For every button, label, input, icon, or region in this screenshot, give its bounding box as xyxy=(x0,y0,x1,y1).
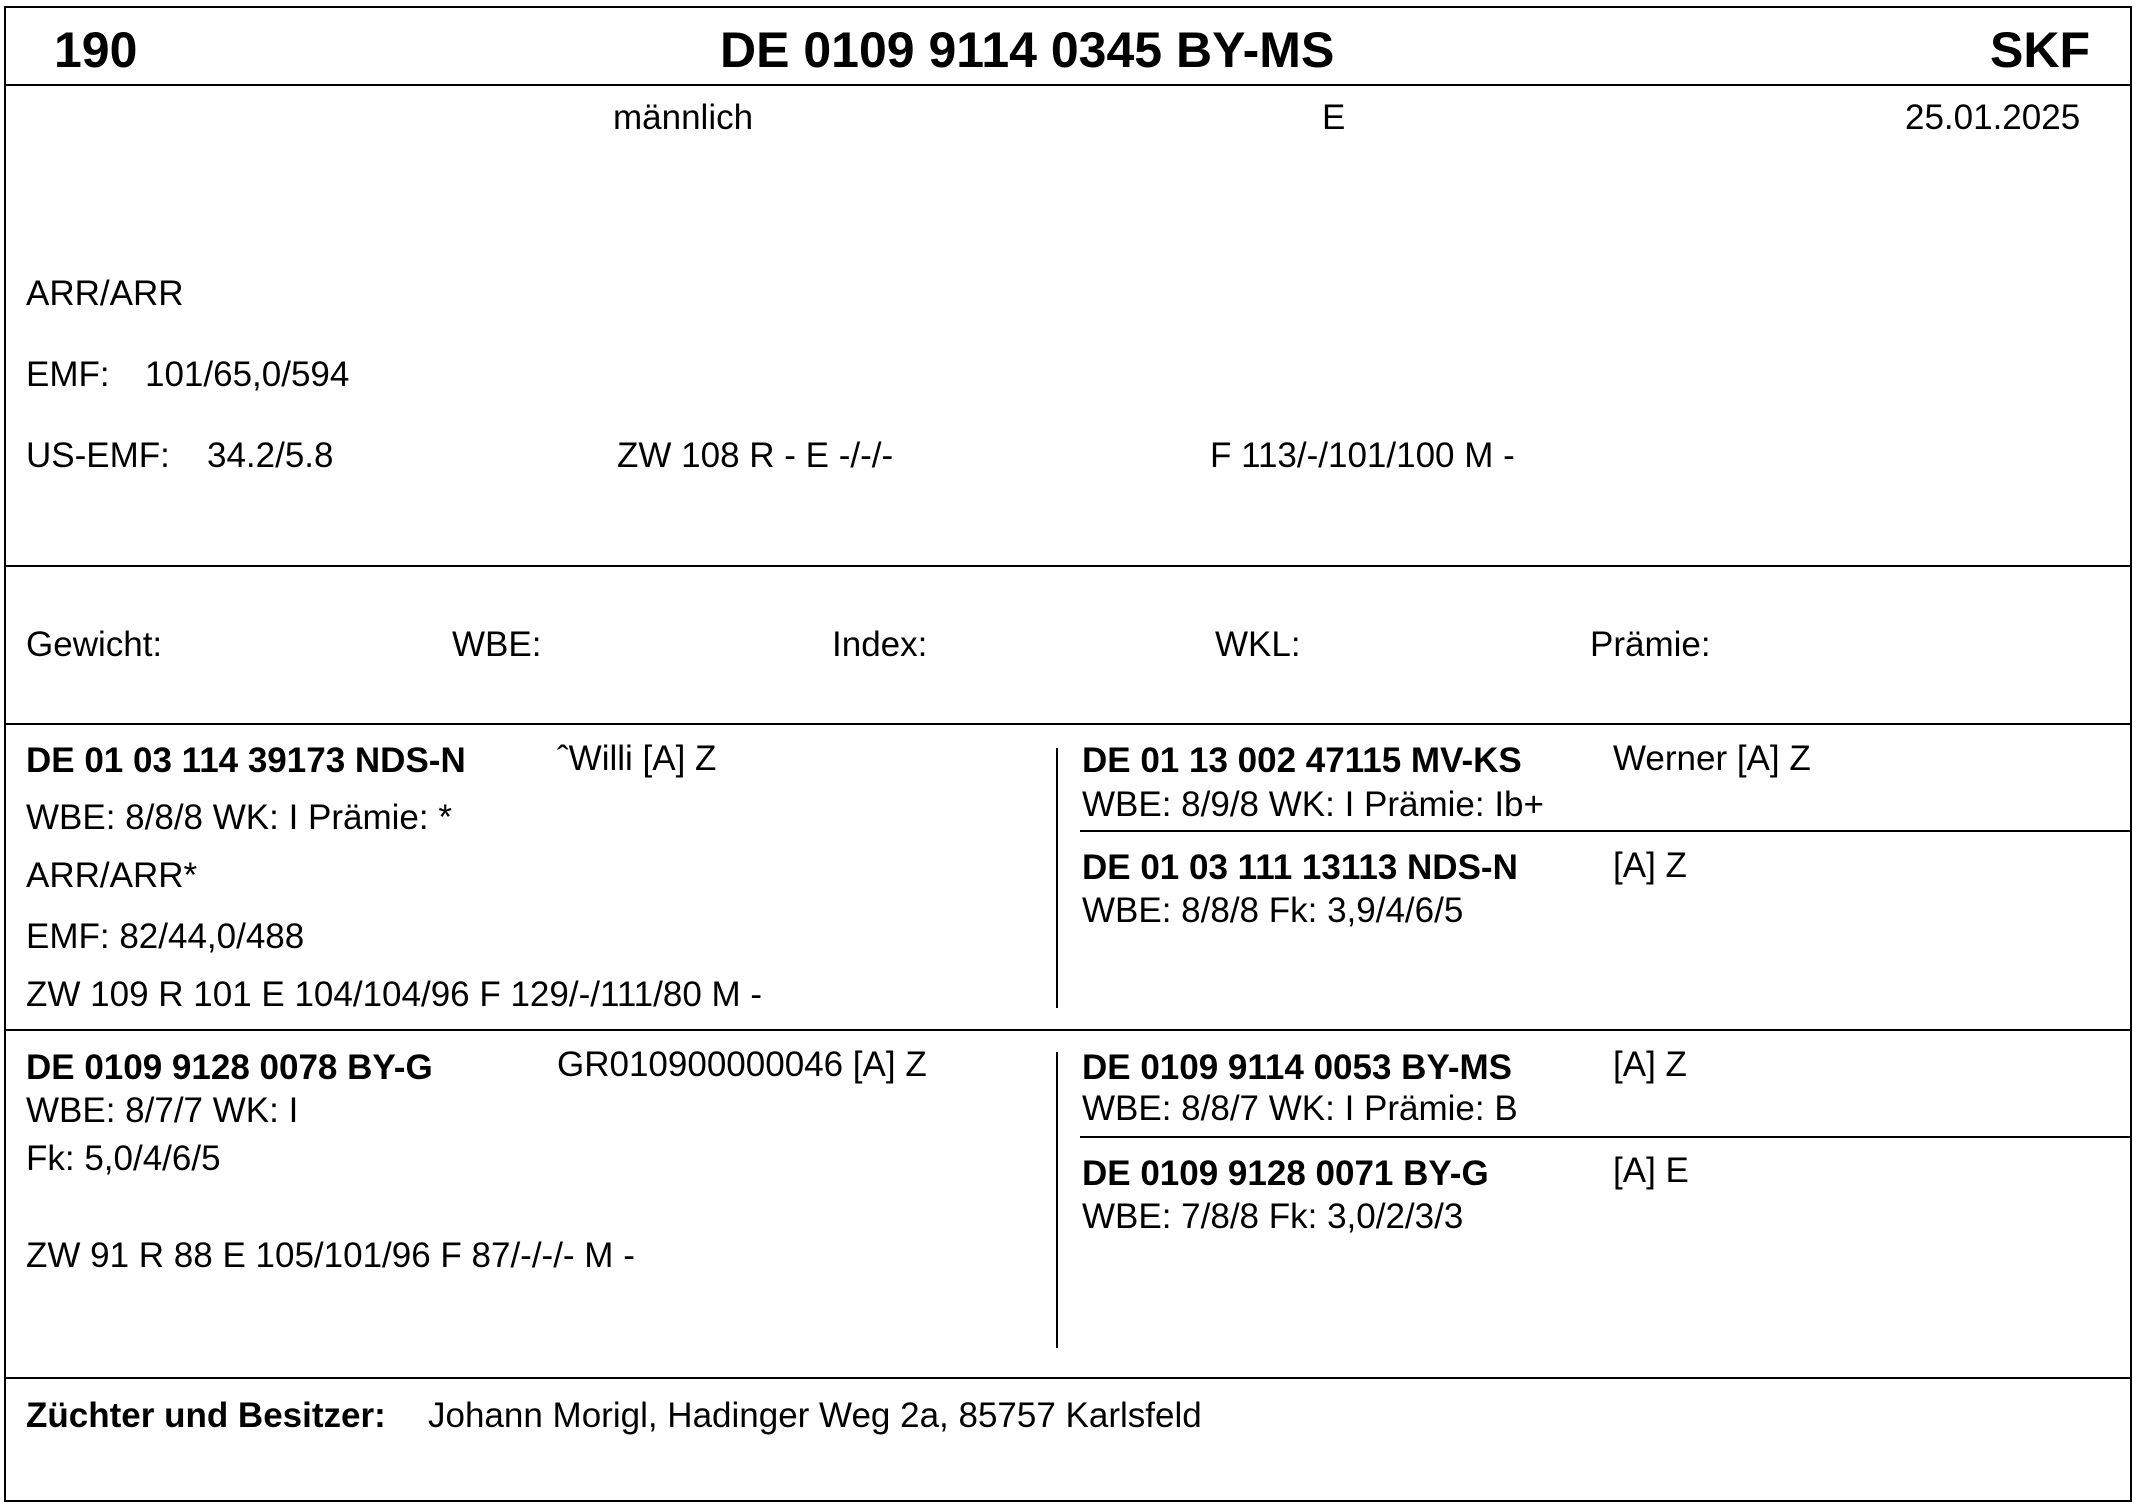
emf-label: EMF: xyxy=(26,355,110,394)
dam-name: GR010900000046 [A] Z xyxy=(557,1045,927,1084)
usemf-label: US-EMF: xyxy=(26,436,170,475)
emf-value: 101/65,0/594 xyxy=(145,355,350,394)
genotype-value: ARR/ARR xyxy=(26,274,184,313)
sire-dam-id: DE 01 03 111 13113 NDS-N xyxy=(1082,848,1518,887)
divider-sire-vertical xyxy=(1056,748,1058,1008)
index-label: Index: xyxy=(832,625,928,664)
breed-code: SKF xyxy=(1990,22,2090,78)
divider-sire-grandparents xyxy=(1080,830,2132,832)
sire-sire-wbe: WBE: 8/9/8 WK: I Prämie: Ib+ xyxy=(1082,785,1544,824)
divider-info xyxy=(4,565,2132,567)
sire-zw: ZW 109 R 101 E 104/104/96 F 129/-/111/80 M - xyxy=(26,975,763,1014)
sire-dam-wbe: WBE: 8/8/8 Fk: 3,9/4/6/5 xyxy=(1082,891,1464,930)
catalog-number: 190 xyxy=(54,22,138,78)
weight-label: Gewicht: xyxy=(26,625,163,664)
wbe-label: WBE: xyxy=(452,625,542,664)
dam-zw: ZW 91 R 88 E 105/101/96 F 87/-/-/- M - xyxy=(26,1236,635,1275)
zw-value: ZW 108 R - E -/-/- xyxy=(617,436,894,475)
divider-header xyxy=(4,84,2132,86)
sire-dam-name: [A] Z xyxy=(1613,846,1687,885)
owner-value: Johann Morigl, Hadinger Weg 2a, 85757 Karlsfeld xyxy=(428,1396,1202,1435)
usemf-value: 34.2/5.8 xyxy=(207,436,334,475)
owner-label: Züchter und Besitzer: xyxy=(26,1396,386,1435)
wkl-label: WKL: xyxy=(1215,625,1301,664)
dam-wbe: WBE: 8/7/7 WK: I xyxy=(26,1091,299,1130)
f-value: F 113/-/101/100 M - xyxy=(1210,436,1515,475)
dam-dam-wbe: WBE: 7/8/8 Fk: 3,0/2/3/3 xyxy=(1082,1197,1464,1236)
dam-sire-wbe: WBE: 8/8/7 WK: I Prämie: B xyxy=(1082,1089,1518,1128)
divider-dam-vertical xyxy=(1056,1052,1058,1348)
sex-value: männlich xyxy=(613,98,754,137)
grade-value: E xyxy=(1322,98,1346,137)
sire-sire-name: Werner [A] Z xyxy=(1613,739,1811,778)
sire-sire-id: DE 01 13 002 47115 MV-KS xyxy=(1082,741,1522,780)
dam-dam-id: DE 0109 9128 0071 BY-G xyxy=(1082,1154,1489,1193)
sire-emf: EMF: 82/44,0/488 xyxy=(26,917,305,956)
divider-scores xyxy=(4,723,2132,725)
dam-sire-id: DE 0109 9114 0053 BY-MS xyxy=(1082,1048,1513,1087)
sire-id: DE 01 03 114 39173 NDS-N xyxy=(26,741,466,780)
praemie-label: Prämie: xyxy=(1590,625,1711,664)
date-value: 25.01.2025 xyxy=(1905,98,2081,137)
sire-genotype: ARR/ARR* xyxy=(26,856,198,895)
dam-id: DE 0109 9128 0078 BY-G xyxy=(26,1048,433,1087)
sire-wbe: WBE: 8/8/8 WK: I Prämie: * xyxy=(26,798,452,837)
divider-sire-dam xyxy=(4,1029,2132,1031)
dam-sire-name: [A] Z xyxy=(1613,1045,1687,1084)
divider-dam-grandparents xyxy=(1080,1136,2132,1138)
registration-number: DE 0109 9114 0345 BY-MS xyxy=(720,22,1335,78)
dam-dam-name: [A] E xyxy=(1613,1151,1689,1190)
divider-owner xyxy=(4,1377,2132,1379)
dam-fk: Fk: 5,0/4/6/5 xyxy=(26,1139,221,1178)
sire-name: ˆWilli [A] Z xyxy=(557,739,717,778)
